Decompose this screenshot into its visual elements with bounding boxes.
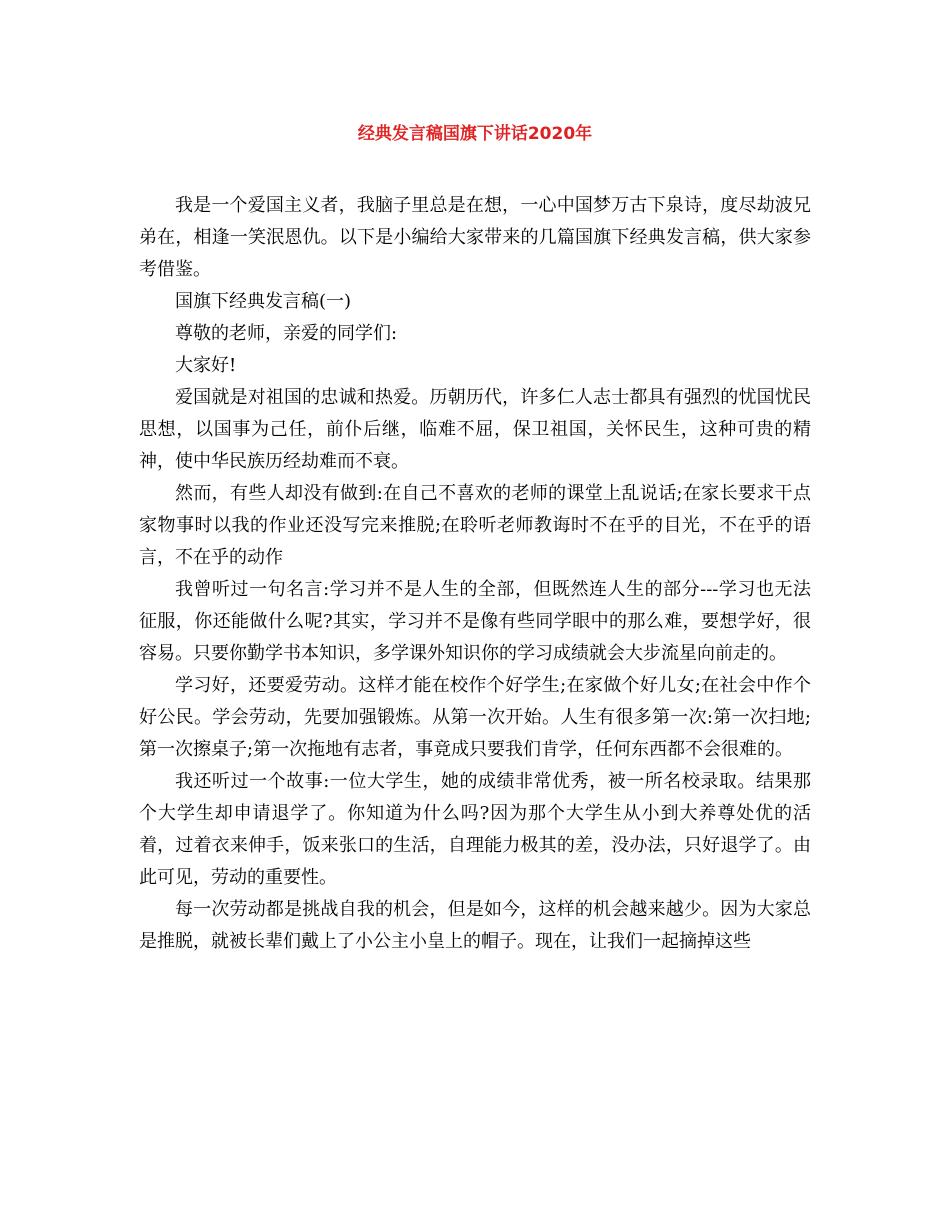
paragraph: 我曾听过一句名言:学习并不是人生的全部，但既然连人生的部分---学习也无法征服，你还能做什么呢?其实，学习并不是像有些同学眼中的那么难，要想学好，很容易。只要你勤学书本知识，多学课外知识你的学习成绩就会大步流星向前走的。 [139, 579, 811, 664]
salutation: 尊敬的老师，亲爱的同学们: [175, 323, 398, 344]
paragraph: 我还听过一个故事:一位大学生，她的成绩非常优秀，被一所名校录取。结果那个大学生却申请退学了。你知道为什么吗?因为那个大学生从小到大养尊处优的活着，过着衣来伸手，饭来张口的生活，自理能力极其的差，没办法，只好退学了。由此可见，劳动的重要性。 [139, 771, 811, 888]
paragraph-intro: 我是一个爱国主义者，我脑子里总是在想，一心中国梦万古下泉诗，度尽劫波兄弟在，相逢一笑泯恩仇。以下是小编给大家带来的几篇国旗下经典发言稿，供大家参考借鉴。 [139, 195, 811, 280]
greeting: 大家好! [175, 355, 237, 376]
paragraph: 每一次劳动都是挑战自我的机会，但是如今，这样的机会越来越少。因为大家总是推脱，就被长辈们戴上了小公主小皇上的帽子。现在，让我们一起摘掉这些 [139, 899, 811, 952]
paragraph: 学习好，还要爱劳动。这样才能在校作个好学生;在家做个好儿女;在社会中作个好公民。学会劳动，先要加强锻炼。从第一次开始。人生有很多第一次:第一次扫地;第一次擦桌子;第一次拖地有志者，事竟成只要我们肯学，任何东西都不会很难的。 [139, 675, 811, 760]
paragraph: 然而，有些人却没有做到:在自己不喜欢的老师的课堂上乱说话;在家长要求干点家物事时以我的作业还没写完来推脱;在聆听老师教诲时不在乎的目光，不在乎的语言，不在乎的动作 [139, 483, 811, 568]
document-title: 经典发言稿国旗下讲话2020年 [357, 124, 593, 144]
paragraph: 爱国就是对祖国的忠诚和热爱。历朝历代，许多仁人志士都具有强烈的忧国忧民思想，以国事为己任，前仆后继，临难不屈，保卫祖国，关怀民生，这种可贵的精神，使中华民族历经劫难而不衰。 [139, 387, 811, 472]
section-heading: 国旗下经典发言稿(一) [175, 291, 352, 312]
document-body [139, 190, 811, 958]
